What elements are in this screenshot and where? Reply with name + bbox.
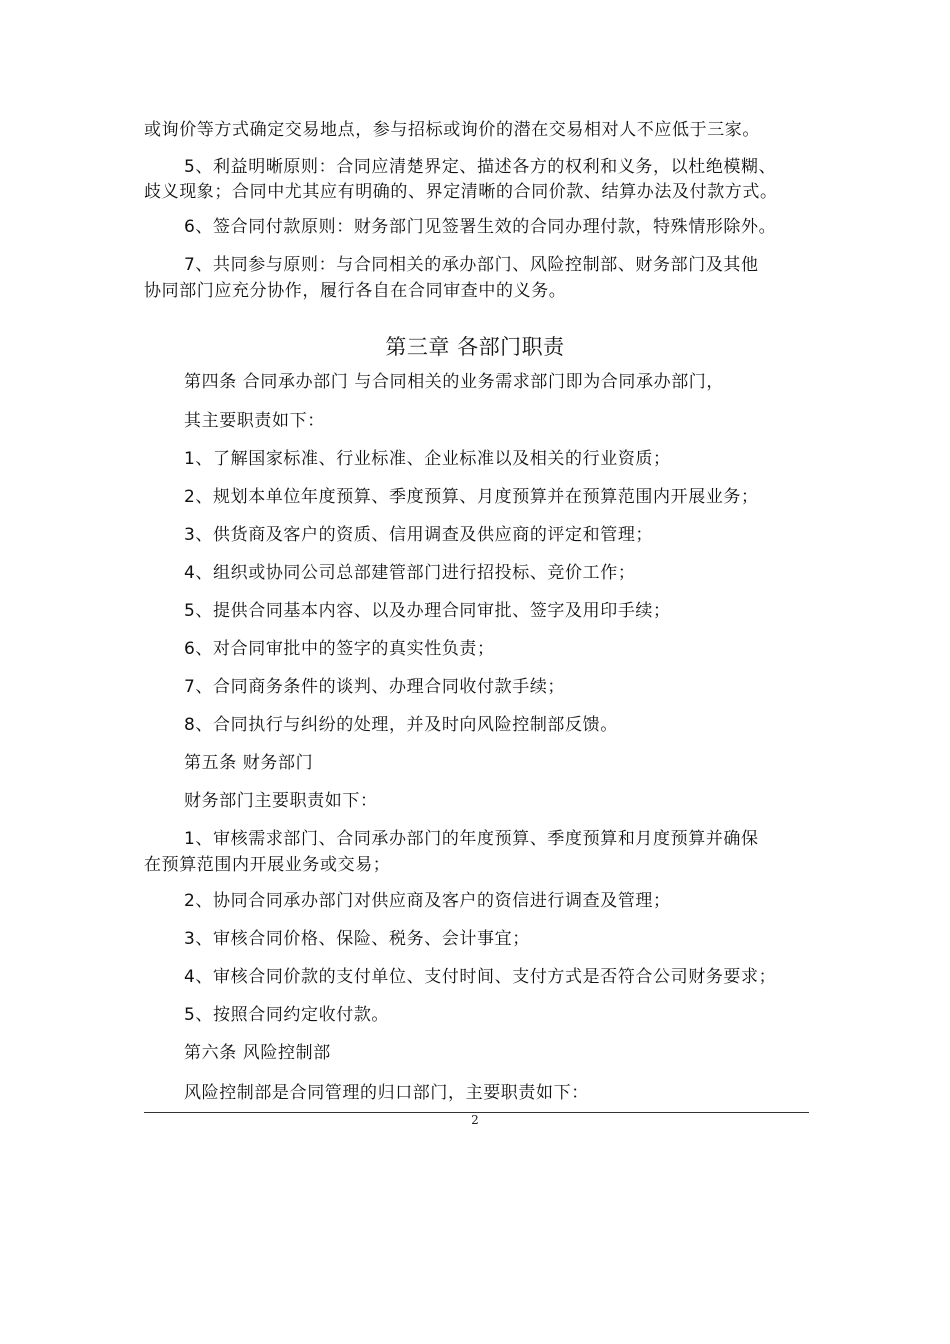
- principle-6-line: 6、签合同付款原则：财务部门见签署生效的合同办理付款，特殊情形除外。: [184, 217, 777, 237]
- list-item: 2、协同合同承办部门对供应商及客户的资信进行调查及管理；: [184, 891, 671, 911]
- page-number: 2: [471, 1113, 479, 1127]
- body-text-line: 或询价等方式确定交易地点，参与招标或询价的潜在交易相对人不应低于三家。: [144, 120, 760, 140]
- body-text-line: 协同部门应充分协作，履行各自在合同审查中的义务。: [144, 281, 567, 301]
- body-text-line: 风险控制部是合同管理的归口部门，主要职责如下：: [184, 1083, 589, 1103]
- principle-5-line: 5、利益明晰原则：合同应清楚界定、描述各方的权利和义务，以杜绝模糊、: [184, 157, 777, 177]
- list-item: 7、合同商务条件的谈判、办理合同收付款手续；: [184, 677, 566, 697]
- body-text-line: 其主要职责如下：: [184, 411, 325, 431]
- list-item: 4、审核合同价款的支付单位、支付时间、支付方式是否符合公司财务要求；: [184, 967, 777, 987]
- chapter-heading: 第三章 各部门职责: [385, 335, 565, 359]
- list-item: 3、供货商及客户的资质、信用调查及供应商的评定和管理；: [184, 525, 654, 545]
- list-item: 5、按照合同约定收付款。: [184, 1005, 390, 1025]
- list-item: 6、对合同审批中的签字的真实性负责；: [184, 639, 495, 659]
- article-4-heading: 第四条 合同承办部门 与合同相关的业务需求部门即为合同承办部门，: [184, 372, 725, 392]
- list-item: 5、提供合同基本内容、以及办理合同审批、签字及用印手续；: [184, 601, 671, 621]
- list-item: 4、组织或协同公司总部建管部门进行招投标、竞价工作；: [184, 563, 636, 583]
- list-item: 2、规划本单位年度预算、季度预算、月度预算并在预算范围内开展业务；: [184, 487, 759, 507]
- body-text-line: 歧义现象；合同中尤其应有明确的、界定清晰的合同价款、结算办法及付款方式。: [144, 182, 778, 202]
- list-item: 1、了解国家标准、行业标准、企业标准以及相关的行业资质；: [184, 449, 671, 469]
- list-item: 8、合同执行与纠纷的处理，并及时向风险控制部反馈。: [184, 715, 618, 735]
- principle-7-line: 7、共同参与原则：与合同相关的承办部门、风险控制部、财务部门及其他: [184, 255, 759, 275]
- article-5-heading: 第五条 财务部门: [184, 753, 314, 773]
- article-6-heading: 第六条 风险控制部: [184, 1043, 331, 1063]
- list-item: 3、审核合同价格、保险、税务、会计事宜；: [184, 929, 530, 949]
- body-text-line: 财务部门主要职责如下：: [184, 791, 378, 811]
- body-text-line: 在预算范围内开展业务或交易；: [144, 855, 391, 875]
- list-item: 1、审核需求部门、合同承办部门的年度预算、季度预算和月度预算并确保: [184, 829, 759, 849]
